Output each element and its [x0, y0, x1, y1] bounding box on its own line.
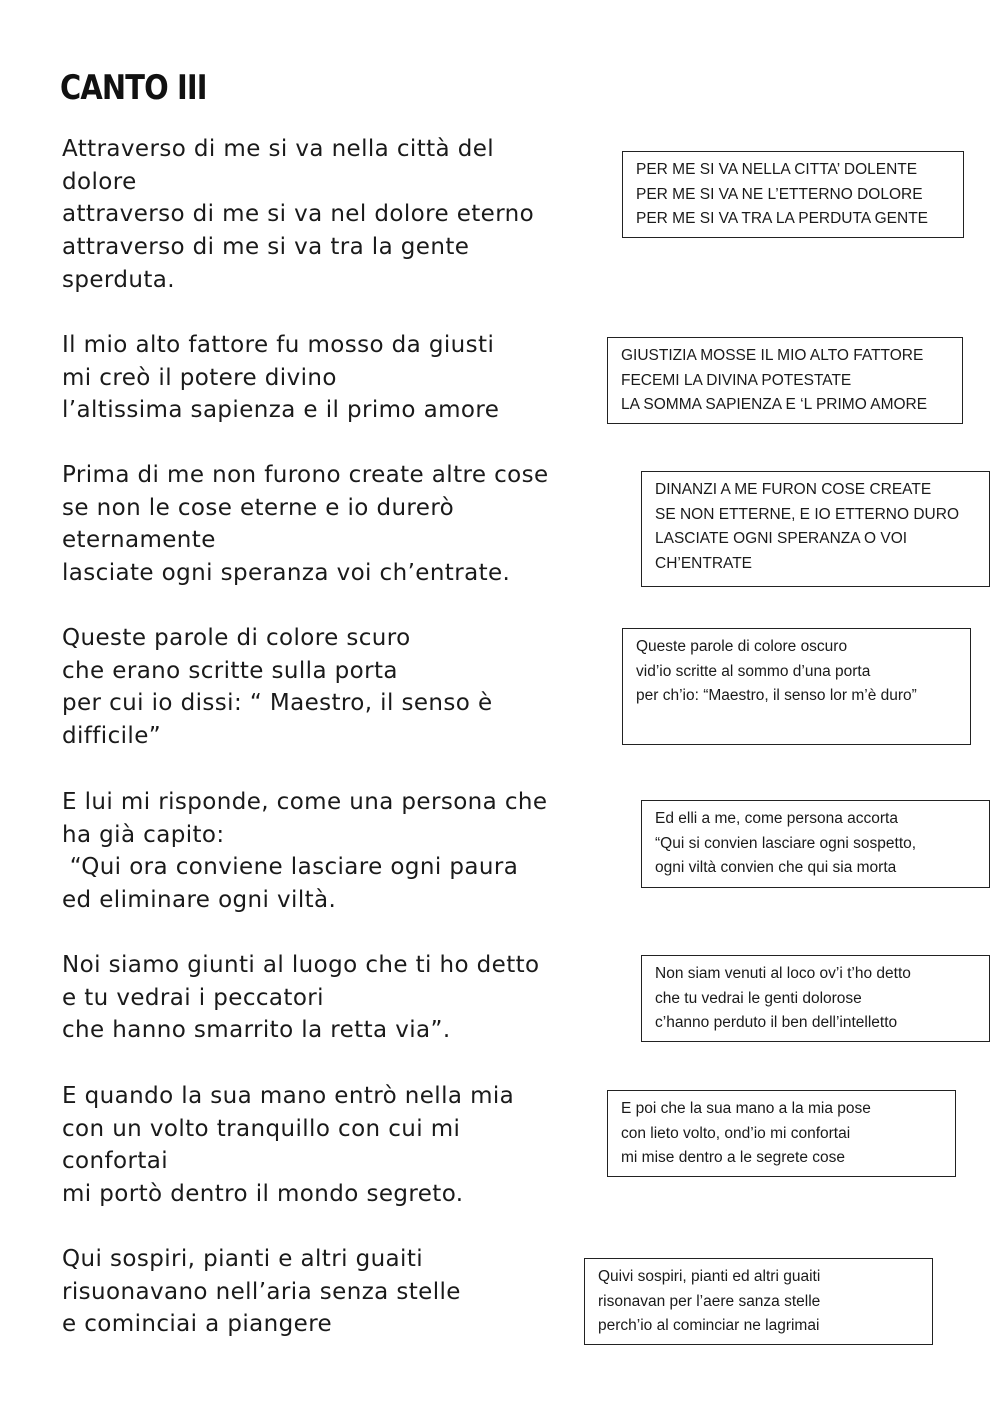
stanza-line: Queste parole di colore scuro — [62, 625, 411, 651]
page-title: CANTO III — [60, 68, 207, 108]
stanza-1 — [62, 133, 622, 297]
original-verse-box-2 — [607, 337, 963, 424]
stanza-line: risuonavano nell’aria senza stelle — [62, 1278, 461, 1305]
box-line: ogni viltà convien che qui sia morta — [655, 859, 897, 876]
stanza-line: che hanno smarrito la retta via”. — [62, 1017, 451, 1044]
original-verse-box-7 — [607, 1090, 956, 1177]
box-line: E poi che la sua mano a la mia pose — [621, 1100, 871, 1117]
box-line: PER ME SI VA TRA LA PERDUTA GENTE — [636, 210, 929, 227]
stanza-line: E quando la sua mano entrò nella mia — [62, 1083, 515, 1109]
stanza-line: l’altissima sapienza e il primo amore — [62, 397, 500, 424]
box-line: c’hanno perduto il ben dell’intelletto — [655, 1014, 898, 1031]
stanza-line: e tu vedrai i peccatori — [62, 984, 324, 1011]
stanza-3 — [62, 459, 622, 590]
stanza-line: lasciate ogni speranza voi ch’entrate. — [62, 560, 511, 587]
stanza-line: Prima di me non furono create altre cose — [62, 462, 549, 488]
stanza-8 — [62, 1243, 622, 1341]
original-verse-box-6 — [641, 955, 990, 1042]
stanza-line: ed eliminare ogni viltà. — [62, 887, 337, 914]
box-line: perch’io al cominciar ne lagrimai — [598, 1317, 820, 1334]
box-line: Quivi sospiri, pianti ed altri guaiti — [598, 1268, 821, 1285]
box-line: con lieto volto, ond’io mi confortai — [621, 1124, 851, 1142]
stanza-4 — [62, 622, 622, 753]
stanza-line: con un volto tranquillo con cui mi — [62, 1115, 461, 1142]
stanza-line: dolore — [62, 168, 137, 195]
stanza-line: ha già capito: — [62, 821, 225, 848]
stanza-line: confortai — [62, 1148, 169, 1175]
original-verse-box-4 — [622, 628, 971, 745]
stanza-5 — [62, 786, 622, 917]
box-line: LA SOMMA SAPIENZA E ‘L PRIMO AMORE — [621, 396, 928, 413]
box-line: risonavan per l’aere sanza stelle — [598, 1292, 821, 1310]
stanza-line: mi creò il potere divino — [62, 364, 337, 391]
stanza-line: “Qui ora conviene lasciare ogni paura — [62, 854, 519, 881]
stanza-line: mi portò dentro il mondo segreto. — [62, 1181, 464, 1208]
stanza-line: difficile” — [62, 723, 162, 750]
stanza-line: che erano scritte sulla porta — [62, 657, 398, 684]
stanza-line: Attraverso di me si va nella città del — [62, 136, 495, 162]
stanza-line: Noi siamo giunti al luogo che ti ho detto — [62, 952, 540, 978]
box-line: PER ME SI VA NE L’ETTERNO DOLORE — [636, 185, 923, 203]
original-verse-box-3 — [641, 471, 990, 587]
stanza-6 — [62, 949, 622, 1047]
original-verse-box-8 — [584, 1258, 933, 1345]
stanza-line: Qui sospiri, pianti e altri guaiti — [62, 1246, 424, 1272]
box-line: CH’ENTRATE — [655, 554, 753, 572]
stanza-line: attraverso di me si va tra la gente — [62, 234, 470, 261]
box-line: SE NON ETTERNE, E IO ETTERNO DURO — [655, 505, 959, 523]
box-line: vid’io scritte al sommo d’una porta — [636, 662, 871, 680]
box-line: Non siam venuti al loco ov’i t’ho detto — [655, 965, 911, 982]
stanza-2 — [62, 329, 622, 427]
box-line: “Qui si convien lasciare ogni sospetto, — [655, 834, 917, 852]
stanza-line: e cominciai a piangere — [62, 1311, 333, 1338]
stanza-7 — [62, 1080, 622, 1211]
stanza-line: E lui mi risponde, come una persona che — [62, 789, 548, 815]
box-line: Queste parole di colore oscuro — [636, 638, 848, 655]
box-line: mi mise dentro a le segrete cose — [621, 1149, 845, 1166]
original-verse-box-5 — [641, 800, 990, 888]
stanza-line: se non le cose eterne e io durerò — [62, 494, 455, 521]
box-line: PER ME SI VA NELLA CITTA’ DOLENTE — [636, 161, 918, 178]
stanza-line: eternamente — [62, 527, 216, 554]
stanza-line: per cui io dissi: “ Maestro, il senso è — [62, 690, 493, 717]
box-line: FECEMI LA DIVINA POTESTATE — [621, 371, 852, 389]
box-line: LASCIATE OGNI SPERANZA O VOI — [655, 530, 908, 547]
original-verse-box-1 — [622, 151, 964, 238]
stanza-line: sperduta. — [62, 266, 175, 293]
box-line: Ed elli a me, come persona accorta — [655, 810, 898, 827]
box-line: GIUSTIZIA MOSSE IL MIO ALTO FATTORE — [621, 347, 924, 364]
box-line: per ch’io: “Maestro, il senso lor m’è duro” — [636, 687, 917, 704]
box-line: che tu vedrai le genti dolorose — [655, 989, 862, 1007]
box-line: DINANZI A ME FURON COSE CREATE — [655, 481, 932, 498]
stanza-line: attraverso di me si va nel dolore eterno — [62, 201, 535, 228]
stanza-line: Il mio alto fattore fu mosso da giusti — [62, 332, 495, 358]
